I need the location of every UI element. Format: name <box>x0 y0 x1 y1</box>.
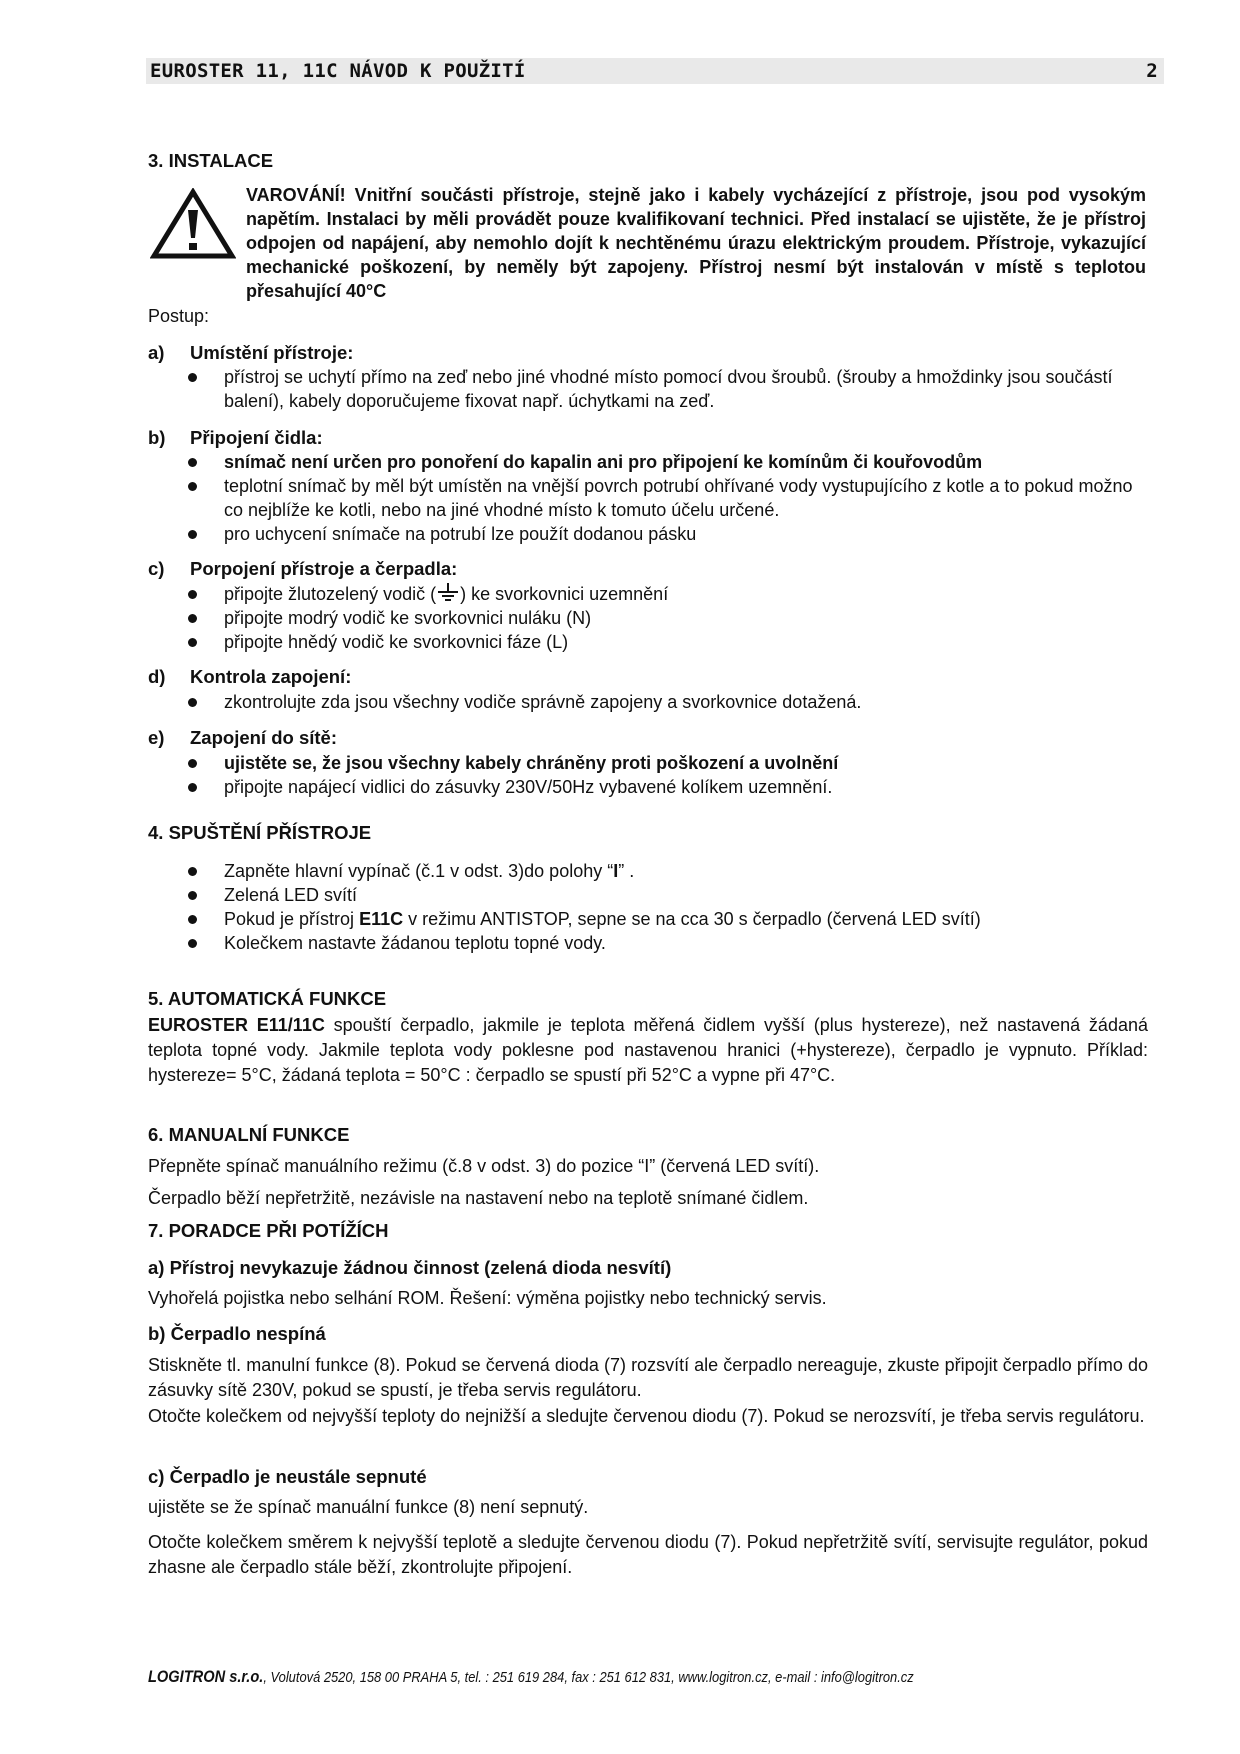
section-7b-text1: Stiskněte tl. manulní funkce (8). Pokud se červená dioda (7) rozsvítí ale čerpadlo nereaguje, zkuste připojit čerpadlo přímo do zásuvky sítě 230V, pokud se spustí, je třeba servis regulátoru. <box>148 1355 1148 1400</box>
list-item: zkontrolujte zda jsou všechny vodiče správně zapojeny a svorkovnice dotažená. <box>186 690 1146 714</box>
section-5-title: 5. AUTOMATICKÁ FUNKCE <box>148 988 387 1009</box>
list-item: ujistěte se, že jsou všechny kabely chráněny proti poškození a uvolnění <box>186 751 1146 775</box>
section-3-title: 3. INSTALACE <box>148 150 274 171</box>
subsection-a: a) Umístění přístroje: <box>148 342 354 363</box>
list-item: snímač není určen pro ponoření do kapalin ani pro připojení ke komínům či kouřovodům <box>186 450 1146 474</box>
subsection-d: d) Kontrola zapojení: <box>148 666 352 687</box>
section-7a-title: a) Přístroj nevykazuje žádnou činnost (zelená dioda nesvítí) <box>148 1257 672 1278</box>
procedure-label: Postup: <box>148 306 210 326</box>
section-5-text: EUROSTER E11/11C spouští čerpadlo, jakmile je teplota měřená čidlem vyšší (plus hystereze), než nastavená žádaná teplota topné vody. Jakmile teplota vody poklesne pod nastavenou hranici (+hystereze), čerpadlo je vypnuto. Příklad: hystereze= 5°C, žádaná teplota = 50°C : čerpadlo se spustí při 52°C a vypne při 47°C. <box>148 1015 1148 1085</box>
warning-text: VAROVÁNÍ! Vnitřní součásti přístroje, stejně jako i kabely vycházející z přístroje, jsou pod vysokým napětím. Instalaci by měli provádět pouze kvalifikovaní technici. Před instalací se ujistěte, že je přístroj odpojen od napájení, aby nemohlo dojít k nechtěnému úrazu elektrickým proudem. Přístroje, vykazující mechanické poškození, by neměly být zapojeny. Přístroj nesmí být instalován v místě s teplotou přesahující 40°C <box>246 185 1146 301</box>
footer-contact: , Volutová 2520, 158 00 PRAHA 5, tel. : 251 619 284, fax : 251 612 831, www.logitron.cz, e-mail : info@logitron.cz <box>263 1669 914 1686</box>
list-c <box>186 582 1146 654</box>
section-7c-text2: Otočte kolečkem směrem k nejvyšší teplotě a sledujte červenou diodu (7). Pokud nepřetržitě svítí, servisujte regulátor, pokud zhasne ale čerpadlo stále běží, zkontrolujte připojení. <box>148 1532 1148 1577</box>
section-4-title: 4. SPUŠTĚNÍ PŘÍSTROJE <box>148 822 372 843</box>
warning-icon <box>150 188 236 260</box>
section-7c-text1: ujistěte se že spínač manuální funkce (8) není sepnutý. <box>148 1497 589 1517</box>
list-item: připojte napájecí vidlici do zásuvky 230V/50Hz vybavené kolíkem uzemnění. <box>186 775 1146 799</box>
subsection-b: b) Připojení čidla: <box>148 427 323 448</box>
list-item: připojte modrý vodič ke svorkovnici nuláku (N) <box>186 606 1146 630</box>
list-d <box>186 690 1146 714</box>
list-item: pro uchycení snímače na potrubí lze použít dodanou pásku <box>186 522 1146 546</box>
subsection-e: e) Zapojení do sítě: <box>148 727 337 748</box>
list-item: Kolečkem nastavte žádanou teplotu topné vody. <box>186 931 1146 955</box>
list-item: Zapněte hlavní vypínač (č.1 v odst. 3)do polohy “I” . <box>186 859 1146 883</box>
list-item: Zelená LED svítí <box>186 883 1146 907</box>
section-7c-title: c) Čerpadlo je neustále sepnuté <box>148 1466 427 1487</box>
list-item: přístroj se uchytí přímo na zeď nebo jiné vhodné místo pomocí dvou šroubů. (šrouby a hmoždinky jsou součástí balení), kabely doporučujeme fixovat např. úchytkami na zeď. <box>186 365 1146 413</box>
section-7-title: 7. PORADCE PŘI POTÍŽÍCH <box>148 1220 389 1241</box>
list-4 <box>186 859 1146 955</box>
company-name: LOGITRON s.r.o. <box>148 1667 264 1686</box>
list-item: Pokud je přístroj E11C v režimu ANTISTOP, sepne se na cca 30 s čerpadlo (červená LED svítí) <box>186 907 1146 931</box>
subsection-c: c) Porpojení přístroje a čerpadla: <box>148 558 458 579</box>
list-e <box>186 751 1146 799</box>
section-7a-text: Vyhořelá pojistka nebo selhání ROM. Řešení: výměna pojistky nebo technický servis. <box>148 1288 827 1308</box>
section-7b-title: b) Čerpadlo nespíná <box>148 1323 326 1344</box>
list-item: teplotní snímač by měl být umístěn na vnější povrch potrubí ohřívané vody vystupujícího z kotle a to pokud možno co nejblíže ke kotli, nebo na jiné vhodné místo k tomuto účelu určené. <box>186 474 1146 522</box>
list-item: připojte žlutozelený vodič ( ) ke svorkovnici uzemnění <box>186 582 1146 606</box>
list-a <box>186 365 1146 413</box>
section-6-p1: Přepněte spínač manuálního režimu (č.8 v odst. 3) do pozice “I” (červená LED svítí). <box>148 1156 820 1176</box>
document-title: EUROSTER 11, 11C NÁVOD K POUŽITÍ <box>150 60 526 82</box>
page-header <box>146 58 1164 84</box>
ground-symbol-icon <box>436 583 460 603</box>
section-6-title: 6. MANUALNÍ FUNKCE <box>148 1124 350 1145</box>
list-item: připojte hnědý vodič ke svorkovnici fáze (L) <box>186 630 1146 654</box>
list-b <box>186 450 1146 546</box>
page-footer <box>148 1667 914 1687</box>
section-7b-text2: Otočte kolečkem od nejvyšší teploty do nejnižší a sledujte červenou diodu (7). Pokud se nerozsvítí, je třeba servis regulátoru. <box>148 1406 1145 1426</box>
page-number: 2 <box>1146 60 1158 82</box>
section-6-p2: Čerpadlo běží nepřetržitě, nezávisle na nastavení nebo na teplotě snímané čidlem. <box>148 1188 809 1208</box>
